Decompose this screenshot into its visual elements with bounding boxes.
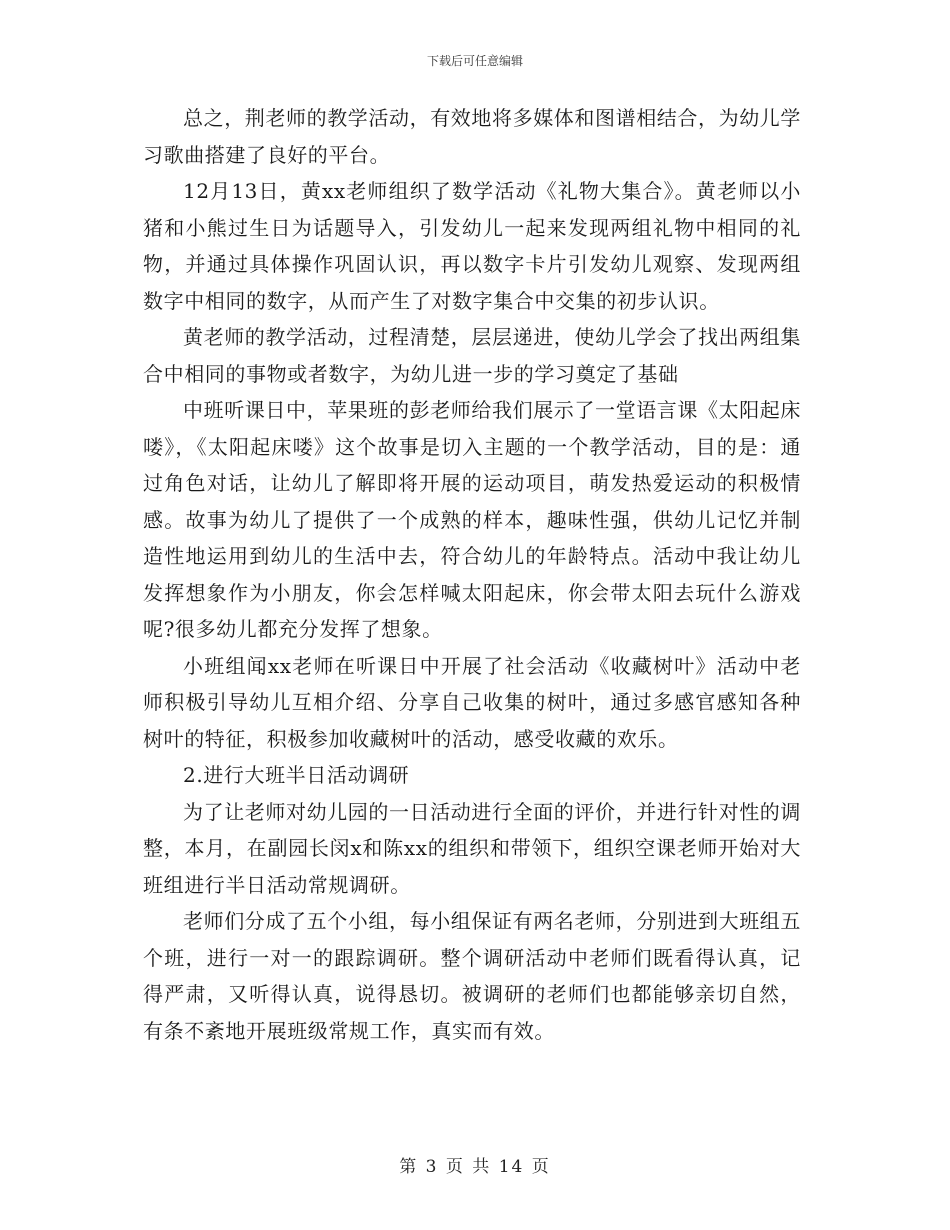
paragraph-research-intro: 为了让老师对幼儿园的一日活动进行全面的评价，并进行针对性的调整，本月，在副园长闵x和陈xx的组织和带领下，组织空课老师开始对大班组进行半日活动常规调研。 <box>143 799 801 897</box>
paragraph-research-detail: 老师们分成了五个小组，每小组保证有两名老师，分别进到大班组五个班，进行一对一的跟踪调研。整个调研活动中老师们既看得认真，记得严肃，又听得认真，说得恳切。被调研的老师们也都能够亲切自然，有条不紊地开展班级常规工作，真实而有效。 <box>143 909 801 1043</box>
paragraph-social-activity: 小班组闻xx老师在听课日中开展了社会活动《收藏树叶》活动中老师积极引导幼儿互相介绍、分享自己收集的树叶，通过多感官感知各种树叶的特征，积极参加收藏树叶的活动，感受收藏的欢乐。 <box>143 653 801 751</box>
paragraph-language-class: 中班听课日中，苹果班的彭老师给我们展示了一堂语言课《太阳起床喽》，《太阳起床喽》这个故事是切入主题的一个教学活动，目的是：通过角色对话，让幼儿了解即将开展的运动项目，萌发热爱运动的积极情感。故事为幼儿了提供了一个成熟的样本，趣味性强，供幼儿记忆并制造性地运用到幼儿的生活中去，符合幼儿的年龄特点。活动中我让幼儿发挥想象作为小朋友，你会怎样喊太阳起床，你会带太阳去玩什么游戏呢?很多幼儿都充分发挥了想象。 <box>143 398 801 641</box>
page-header-note: 下载后可任意编辑 <box>426 54 523 68</box>
document-body <box>143 100 801 1049</box>
section-heading: 2.进行大班半日活动调研 <box>183 763 410 787</box>
paragraph-summary: 总之，荆老师的教学活动，有效地将多媒体和图谱相结合，为幼儿学习歌曲搭建了良好的平台。 <box>143 106 801 167</box>
paragraph-math-review: 黄老师的教学活动，过程清楚，层层递进，使幼儿学会了找出两组集合中相同的事物或者数字，为幼儿进一步的学习奠定了基础 <box>143 325 801 386</box>
page-number: 第 3 页 共 14 页 <box>399 1157 551 1177</box>
paragraph-math-activity: 12月13日，黄xx老师组织了数学活动《礼物大集合》。黄老师以小猪和小熊过生日为话题导入，引发幼儿一起来发现两组礼物中相同的礼物，并通过具体操作巩固认识，再以数字卡片引发幼儿观察、发现两组数字中相同的数字，从而产生了对数字集合中交集的初步认识。 <box>143 179 801 313</box>
